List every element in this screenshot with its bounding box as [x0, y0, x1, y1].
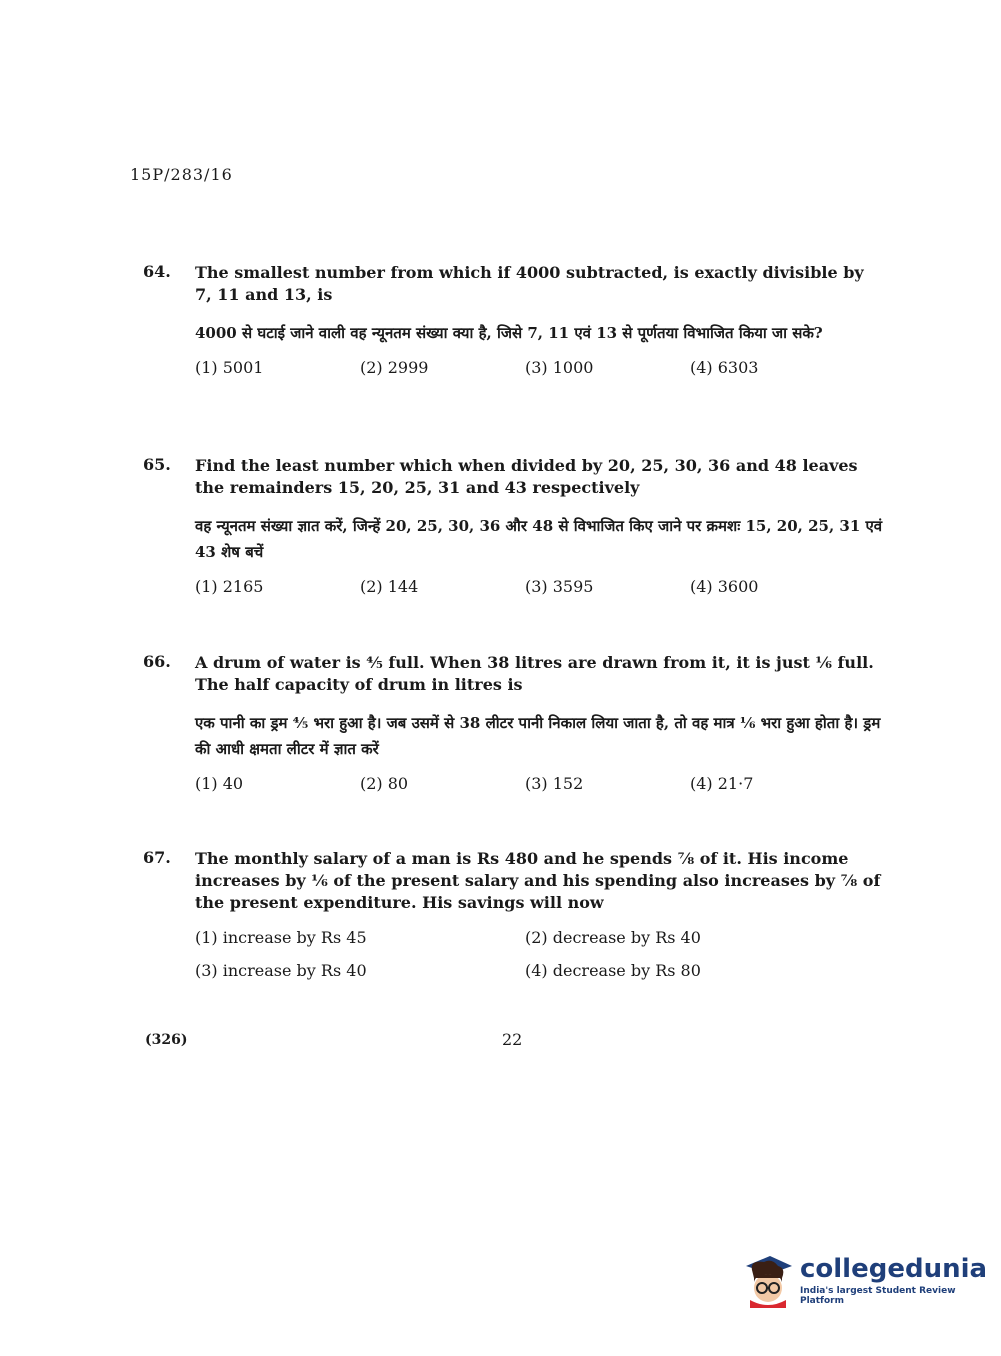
question-english: Find the least number which when divided by 20, 25, 30, 36 and 48 leaves the remainders 15, 20, 25, 31 and 43 respectively [195, 456, 858, 497]
option-4: (4) 21·7 [690, 774, 754, 793]
question-65 [143, 455, 883, 596]
question-english: A drum of water is ⅘ full. When 38 litres are drawn from it, it is just ⅙ full. The half capacity of drum in litres is [195, 653, 874, 694]
question-hindi: एक पानी का ड्रम ⅘ भरा हुआ है। जब उसमें से 38 लीटर पानी निकाल लिया जाता है, तो वह मात्र ⅙ भरा हुआ होता है। ड्रम की आधी क्षमता लीटर में ज्ञात करें [195, 714, 881, 758]
question-66 [143, 652, 883, 793]
option-1: (1) 2165 [195, 577, 264, 596]
question-hindi: वह न्यूनतम संख्या ज्ञात करें, जिन्हें 20, 25, 30, 36 और 48 से विभाजित किए जाने पर क्रमशः 15, 20, 25, 31 एवं 43 शेष बचें [195, 517, 883, 561]
option-1: (1) increase by Rs 45 [195, 928, 367, 947]
logo-name: collegedunia [800, 1254, 988, 1284]
footer-code: (326) [145, 1032, 188, 1048]
paper-code: 15P/283/16 [130, 165, 233, 184]
question-67 [143, 848, 883, 980]
option-4: (4) decrease by Rs 80 [525, 961, 701, 980]
option-3: (3) increase by Rs 40 [195, 961, 367, 980]
question-number: 64. [143, 262, 171, 281]
question-64 [143, 262, 883, 377]
options [195, 577, 883, 596]
option-4: (4) 6303 [690, 358, 759, 377]
option-2: (2) 144 [360, 577, 419, 596]
option-3: (3) 3595 [525, 577, 594, 596]
option-2: (2) 80 [360, 774, 409, 793]
question-english: The monthly salary of a man is Rs 480 and he spends ⅞ of it. His income increases by ⅙ of the present salary and his spending also increases by ⅞ of the present expenditure. His savings will now [195, 849, 881, 912]
question-number: 65. [143, 455, 171, 474]
options [195, 928, 883, 980]
question-number: 67. [143, 848, 171, 867]
page-number: 22 [502, 1030, 523, 1049]
collegedunia-logo [742, 1252, 1001, 1308]
option-2: (2) 2999 [360, 358, 429, 377]
mascot-icon [742, 1252, 794, 1308]
option-3: (3) 152 [525, 774, 584, 793]
logo-tagline: India's largest Student Review Platform [800, 1286, 956, 1306]
question-hindi: 4000 से घटाई जाने वाली वह न्यूनतम संख्या क्या है, जिसे 7, 11 एवं 13 से पूर्णतया विभाजित किया जा सके? [195, 324, 823, 342]
option-3: (3) 1000 [525, 358, 594, 377]
options [195, 358, 883, 377]
option-1: (1) 5001 [195, 358, 264, 377]
option-4: (4) 3600 [690, 577, 759, 596]
option-2: (2) decrease by Rs 40 [525, 928, 701, 947]
question-english: The smallest number from which if 4000 subtracted, is exactly divisible by 7, 11 and 13, is [195, 263, 864, 304]
option-1: (1) 40 [195, 774, 244, 793]
question-number: 66. [143, 652, 171, 671]
options [195, 774, 883, 793]
